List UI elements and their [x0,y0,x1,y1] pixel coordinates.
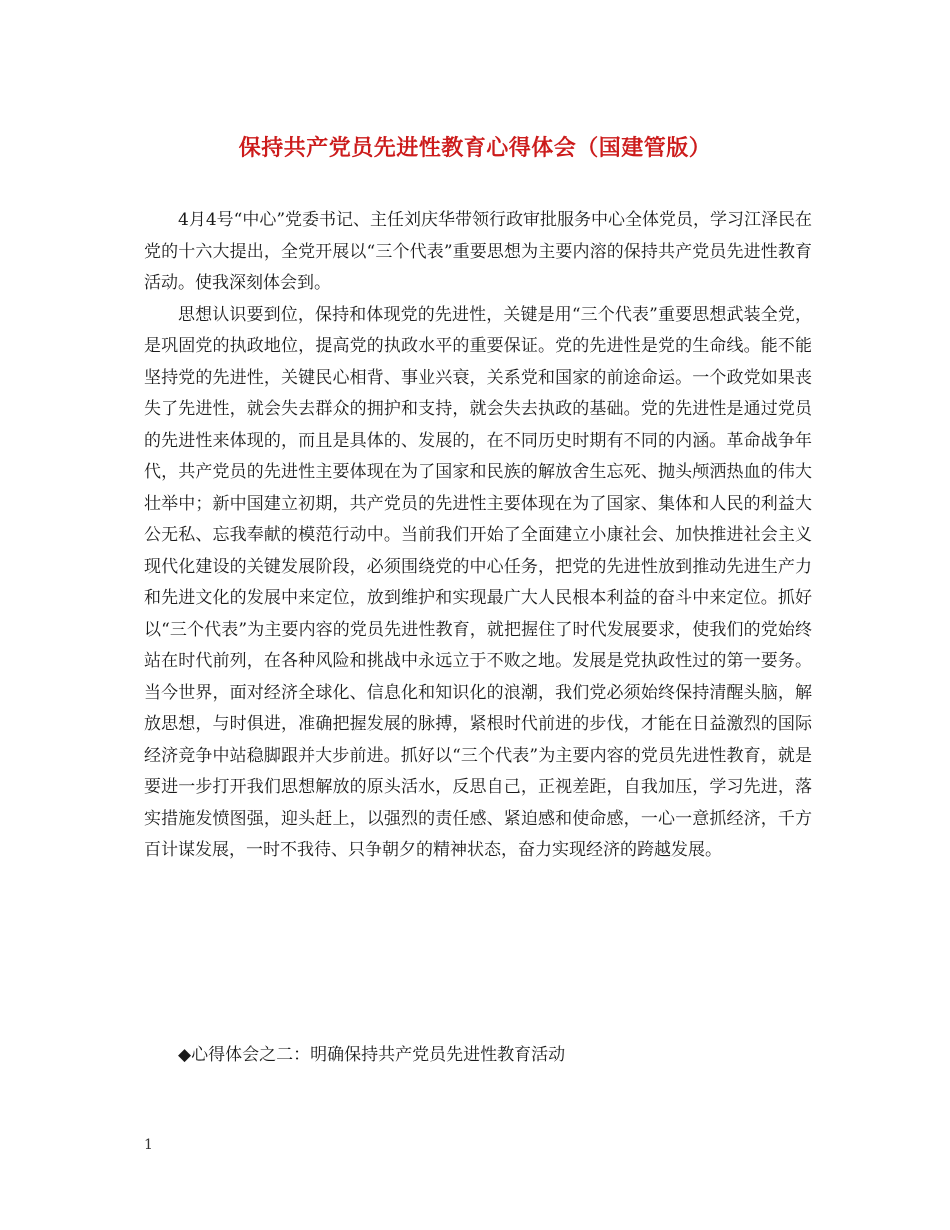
section-heading-text: 心得体会之二：明确保持共产党员先进性教育活动 [191,1045,566,1065]
document-title: 保持共产党员先进性教育心得体会（国建管版） [238,136,712,161]
section-heading [178,1040,565,1072]
page-number: 1 [144,1137,153,1153]
paragraph-2: 思想认识要到位，保持和体现党的先进性，关键是用“三个代表”重要思想武装全党，是巩固党的执政地位，提高党的执政水平的重要保证。党的先进性是党的生命线。能不能坚持党的先进性，关键民心相背、事业兴衰，关系党和国家的前途命运。一个政党如果丧失了先进性，就会失去群众的拥护和支持，就会失去执政的基础。党的先进性是通过党员的先进性来体现的，而且是具体的、发展的，在不同历史时期有不同的内涵。革命战争年代，共产党员的先进性主要体现在为了国家和民族的解放舍生忘死、抛头颅洒热血的伟大壮举中；新中国建立初期，共产党员的先进性主要体现在为了国家、集体和人民的利益大公无私、忘我奉献的模范行动中。当前我们开始了全面建立小康社会、加快推进社会主义现代化建设的关键发展阶段，必须围绕党的中心任务，把党的先进性放到推动先进生产力和先进文化的发展中来定位，放到维护和实现最广大人民根本利益的奋斗中来定位。抓好以“三个代表”为主要内容的党员先进性教育，就把握住了时代发展要求，使我们的党始终站在时代前列，在各种风险和挑战中永远立于不败之地。发展是党执政性过的第一要务。当今世界，面对经济全球化、信息化和知识化的浪潮，我们党必须始终保持清醒头脑，解放思想，与时俱进，准确把握发展的脉搏，紧根时代前进的步伐，才能在日益激烈的国际经济竞争中站稳脚跟并大步前进。抓好以“三个代表”为主要内容的党员先进性教育，就是要进一步打开我们思想解放的原头活水，反思自己，正视差距，自我加压，学习先进，落实措施发愤图强，迎头赶上，以强烈的责任感、紧迫感和使命感，一心一意抓经济，千方百计谋发展，一时不我待、只争朝夕的精神状态，奋力实现经济的跨越发展。 [144,304,812,860]
diamond-bullet-icon: ◆ [178,1045,192,1065]
paragraph-1: 4月4号“中心”党委书记、主任刘庆华带领行政审批服务中心全体党员，学习江泽民在党的十六大提出，全党开展以“三个代表”重要思想为主要内溶的保持共产党员先进性教育活动。使我深刻体会到。 [144,210,813,293]
document-body [144,205,812,867]
